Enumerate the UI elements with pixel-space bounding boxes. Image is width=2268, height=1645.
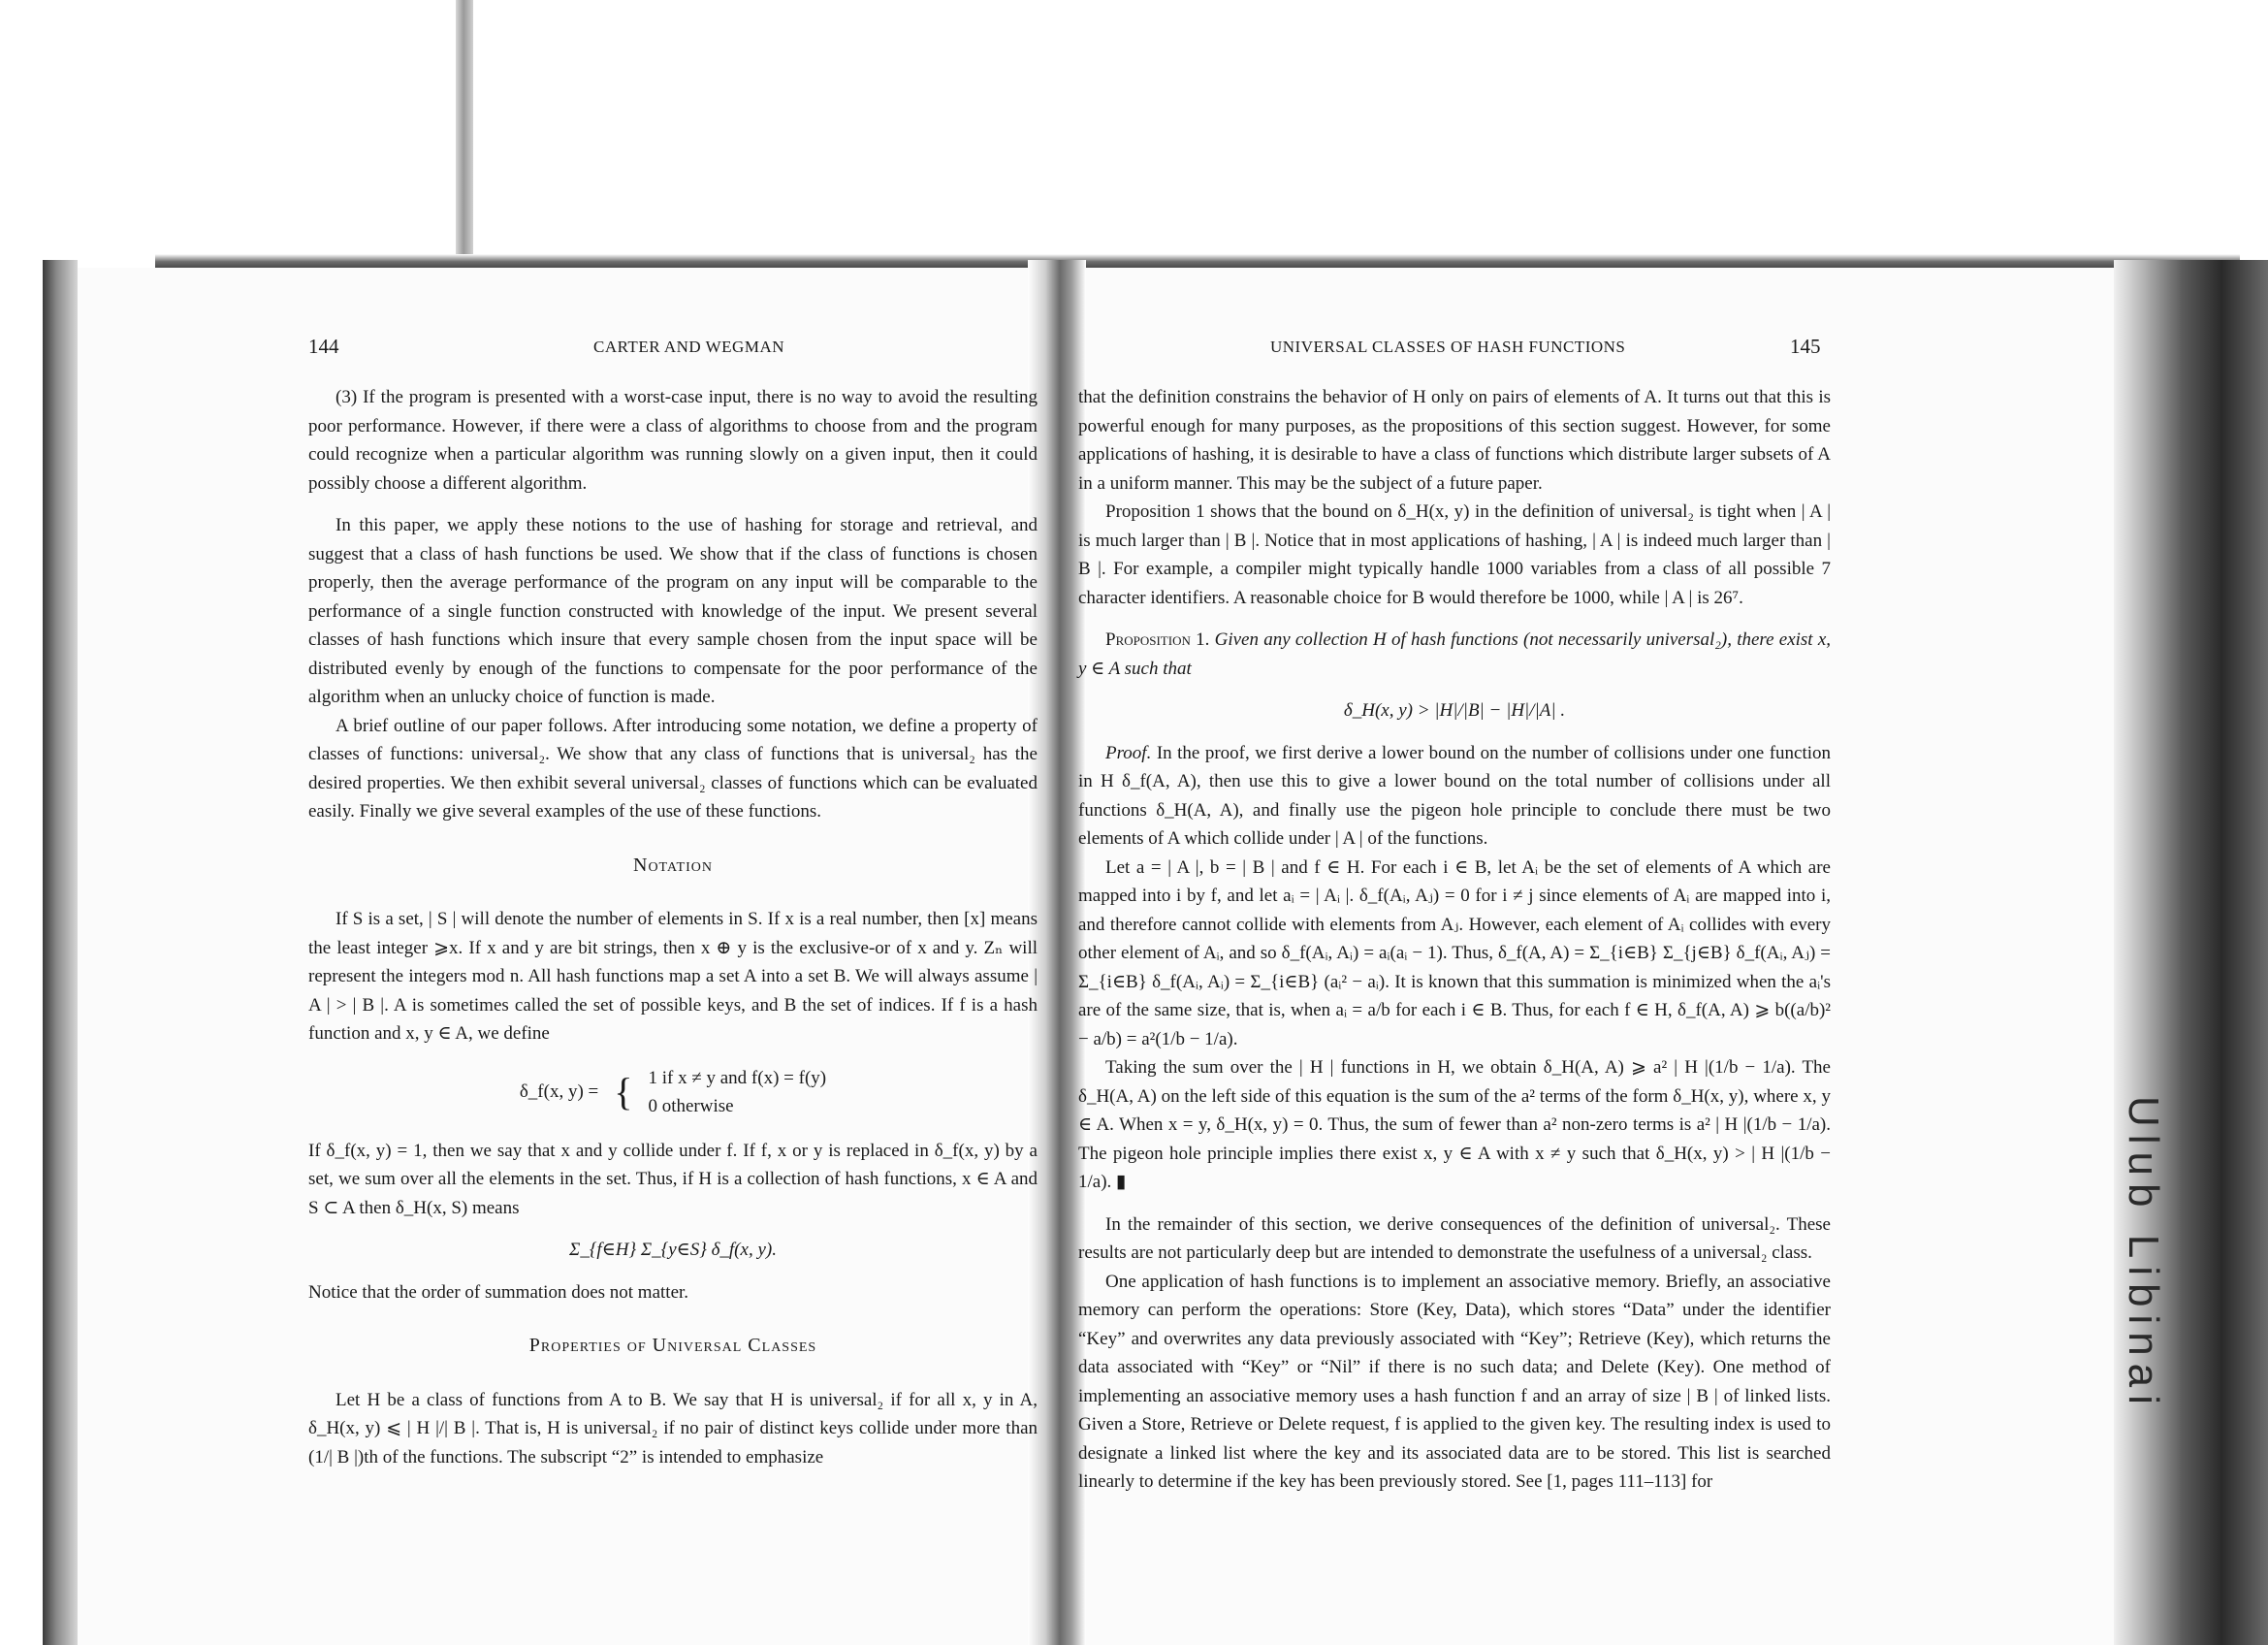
paragraph: Proposition 1 shows that the bound on δ_H(x, y) in the definition of universal₂ is tight when | A | is much larger than | B |. Notice that in most applications of hashing, | A | is indeed much larger than | B |. For example, a compiler might typically handle 1000 variables from a class of all possible 7 character identifiers. A reasonable choice for B would therefore be 1000, while | A | is 26⁷. <box>1078 501 1831 608</box>
proposition-display: δ_H(x, y) > |H|/|B| − |H|/|A| . <box>1343 700 1566 721</box>
paragraph: One application of hash functions is to implement an associative memory. Briefly, an associative memory can perform the operations: Store (Key, Data), which stores “Data” under the identifier “Key” and overwrites any data previously associated with “Key”; Retrieve (Key), which returns the data associated with “Key” or “Nil” if there is no such data; and Delete (Key). One method of implementing an associative memory uses a hash function f and an array of size | B | of linked lists. Given a Store, Retrieve or Delete request, f is applied to the given key. The resulting index is used to designate a linked list where the key and its associated data are to be stored. This list is searched linearly to determine if the key has been previously stored. See [1, pages 111–113] for <box>1078 1271 1831 1492</box>
paragraph: If δ_f(x, y) = 1, then we say that x and y collide under f. If f, x or y is replaced in δ_f(x, y) by a set, we sum over all the elements in the set. Thus, if H is a collection of hash functions, x ∈ A and S ⊂ A then δ_H(x, S) means <box>308 1140 1038 1218</box>
paragraph: If S is a set, | S | will denote the number of elements in S. If x is a real number, then [x] means the least integer ⩾x. If x and y are bit strings, then x ⊕ y is the exclusive-or of x and y. Zₙ will represent the integers mod n. All hash functions map a set A into a set B. We will always assume | A | > | B |. A is sometimes called the set of possible keys, and B the set of indices. If f is a hash function and x, y ∈ A, we define <box>308 909 1038 1044</box>
section-heading-properties: Properties of Universal Classes <box>528 1335 817 1356</box>
section-heading-notation: Notation <box>633 854 713 876</box>
paragraph: A brief outline of our paper follows. After introducing some notation, we define a property of classes of functions: universal₂. We show that any class of functions that is universal₂ has the desired properties. We then exhibit several universal₂ classes of functions which can be evaluated easily. Finally we give several examples of the use of these functions. <box>308 715 1038 822</box>
paragraph: Let a = | A |, b = | B | and f ∈ H. For each i ∈ B, let Aᵢ be the set of elements of A which are mapped into i by f, and let aᵢ = | Aᵢ |. δ_f(Aᵢ, Aⱼ) = 0 for i ≠ j since elements of Aᵢ are mapped into i, and therefore cannot collide with elements from Aⱼ. However, each element of Aᵢ collides with every other element of Aᵢ, and so δ_f(Aᵢ, Aᵢ) = aᵢ(aᵢ − 1). Thus, δ_f(A, A) = Σ_{i∈B} Σ_{j∈B} δ_f(Aᵢ, Aⱼ) = Σ_{i∈B} δ_f(Aᵢ, Aᵢ) = Σ_{i∈B} (aᵢ² − aᵢ). It is known that this summation is minimized when the aᵢ's are of the same size, that is, when aᵢ = a/b for each i ∈ B. Thus, for each f ∈ H, δ_f(A, A) ⩾ b((a/b)² − a/b) = a²(1/b − 1/a). <box>1078 856 1831 1049</box>
proposition <box>1078 626 1831 683</box>
binding-label: Ulub Libinai <box>2120 1096 2167 1412</box>
proof-label: Proof. <box>1105 742 1152 763</box>
paragraph: Notice that the order of summation does not matter. <box>308 1281 689 1303</box>
running-head-right: UNIVERSAL CLASSES OF HASH FUNCTIONS <box>1270 338 1626 356</box>
proof-text: In the proof, we first derive a lower bound on the number of collisions under one function in H δ_f(A, A), then use this to give a lower bound on the total number of collisions under all functions δ_H(A, A), and finally use the pigeon hole principle to conclude there must be two elements of A which collide under | A | of the functions. <box>1078 742 1832 849</box>
paragraph: Let H be a class of functions from A to B. We say that H is universal₂ if for all x, y in A, δ_H(x, y) ⩽ | H |/| B |. That is, H is universal₂ if no pair of distinct keys collide under more than (1/| B |)th of the functions. The subscript “2” is intended to emphasize <box>308 1389 1038 1468</box>
left-page-edge <box>43 260 78 1645</box>
page-number-right: 145 <box>1790 335 1821 358</box>
definition-case: 0 otherwise <box>648 1096 734 1116</box>
right-binding-edge <box>2114 260 2268 1645</box>
page-number-left: 144 <box>308 335 339 358</box>
definition-lhs: δ_f(x, y) = <box>519 1081 599 1103</box>
proposition-text: Given any collection H of hash functions (not necessarily universal₂), there exist x, y ∈ A such that <box>1078 629 1831 679</box>
book-top-edge <box>155 254 2240 268</box>
left-column <box>308 383 1038 1471</box>
paragraph: that the definition constrains the behavior of H only on pairs of elements of A. It turns out that this is powerful enough for many purposes, as the propositions of this section suggest. However, for some applications of hashing, it is desirable to have a class of functions which distribute larger subsets of A in a uniform manner. This may be the subject of a future paper. <box>1078 387 1831 494</box>
proof <box>1078 739 1831 854</box>
paragraph: In this paper, we apply these notions to the use of hashing for storage and retrieval, and suggest that a class of hash functions be used. We show that if the class of functions is chosen properly, then the average performance of the program on any input will be comparable to the performance of a single function constructed with knowledge of the input. We present several classes of hash functions which insure that every sample chosen from the input space will be distributed evenly by enough of the functions to compensate for the poor performance of the algorithm when an unlucky choice of function is made. <box>308 515 1038 707</box>
right-column <box>1078 383 1831 1497</box>
definition-case: 1 if x ≠ y and f(x) = f(y) <box>648 1067 827 1088</box>
proposition-label: Proposition 1. <box>1105 629 1210 650</box>
paragraph: Taking the sum over the | H | functions in H, we obtain δ_H(A, A) ⩾ a² | H |(1/b − 1/a). The δ_H(A, A) on the left side of this equation is the sum of the a² terms of the form δ_H(x, y), where x, y ∈ A. When x = y, δ_H(x, y) = 0. Thus, the sum of fewer than a² non-zero terms is a² | H |(1/b − 1/a). The pigeon hole principle implies there exist x, y ∈ A with x ≠ y such that δ_H(x, y) > | H |(1/b − 1/a). ▮ <box>1078 1057 1831 1192</box>
sum-display: Σ_{f∈H} Σ_{y∈S} δ_f(x, y). <box>569 1240 777 1260</box>
paragraph: In the remainder of this section, we derive consequences of the definition of universal₂. These results are not particularly deep but are intended to demonstrate the usefulness of a universal₂ class. <box>1078 1213 1831 1263</box>
definition-display: δ_f(x, y) = { 1 if x ≠ y and f(x) = f(y) 0 otherwise <box>308 1064 1038 1121</box>
scanner-artifact <box>456 0 473 267</box>
paragraph: (3) If the program is presented with a worst-case input, there is no way to avoid the resulting poor performance. However, if there were a class of algorithms to choose from and the program could recognize when a particular algorithm was running slowly on a given input, then it could possibly choose a different algorithm. <box>308 387 1038 494</box>
running-head-left: CARTER AND WEGMAN <box>593 338 785 356</box>
